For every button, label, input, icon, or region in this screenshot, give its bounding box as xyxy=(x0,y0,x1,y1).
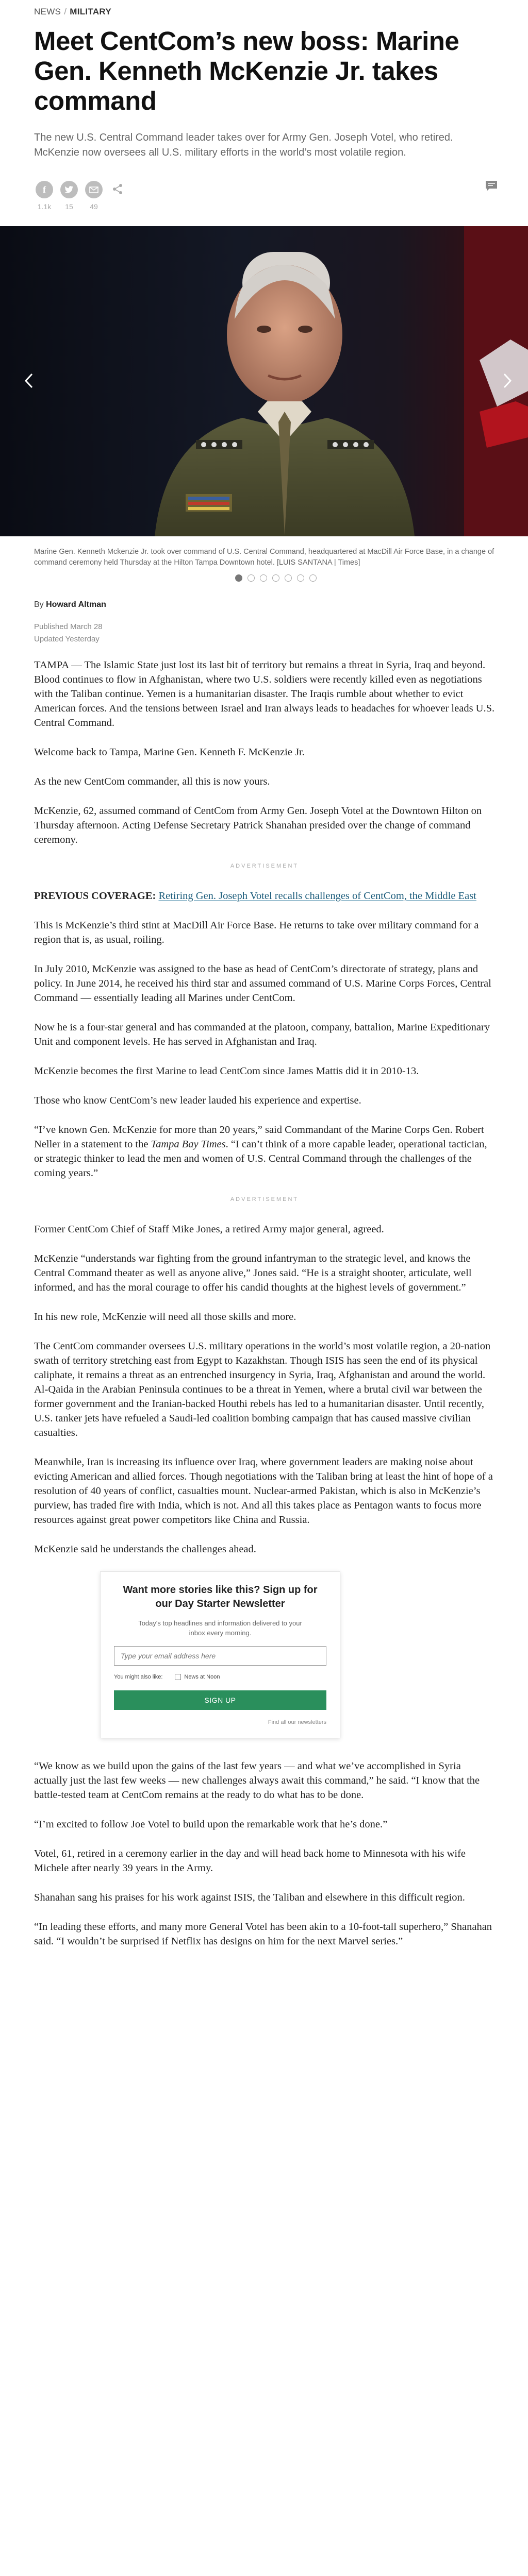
newsletter-email-input[interactable] xyxy=(114,1646,326,1666)
author-link[interactable]: Howard Altman xyxy=(46,600,106,609)
gallery-dot[interactable] xyxy=(260,574,267,582)
breadcrumb xyxy=(34,0,518,17)
all-newsletters-link[interactable]: Find all our newsletters xyxy=(268,1719,326,1725)
photo-caption: Marine Gen. Kenneth Mckenzie Jr. took over command of U.S. Central Command, headquartered at MacDill Air Force Base, in a change of command ceremony held Thursday at the Hilton Tampa Downtown hotel. [LUIS SANTANA | Times] xyxy=(34,548,494,567)
dek: The new U.S. Central Command leader takes over for Army Gen. Joseph Votel, who retired. McKenzie now oversees all U.S. military efforts in the world’s most volatile region. xyxy=(34,132,453,158)
gallery-dots xyxy=(34,574,518,586)
paragraph: “I’m excited to follow Joe Votel to build upon the remarkable work that he’s done.” xyxy=(34,1819,388,1830)
dates xyxy=(34,621,518,646)
facebook-icon: f xyxy=(36,181,53,198)
facebook-count: 1.1k xyxy=(37,202,52,211)
gallery-prev-button[interactable] xyxy=(19,365,39,396)
headline: Meet CentCom’s new boss: Marine Gen. Kenneth McKenzie Jr. takes command xyxy=(34,26,459,115)
paragraph: TAMPA — The Islamic State just lost its last bit of territory but remains a threat in Syria, Iraq and beyond. Blood continues to flow in Afghanistan, where two U.S. soldiers were recently killed even as negotiations with the Taliban continue. Yemen is a humanitarian disaster. The Iraqis rumble about whether to evict American forces. And the tensions between Israel and Iran always leads to headaches for whoever leads U.S. Central Command. xyxy=(34,659,495,728)
article-body xyxy=(34,658,495,1948)
breadcrumb-separator: / xyxy=(64,7,67,16)
paragraph: This is McKenzie’s third stint at MacDill Air Force Base. He returns to take over military command for a region that is, as usual, roiling. xyxy=(34,920,479,945)
updated-label: Updated xyxy=(34,635,63,643)
updated-date: Yesterday xyxy=(65,635,100,643)
paragraph: In July 2010, McKenzie was assigned to the base as head of CentCom’s directorate of strategy, plans and policy. In June 2014, he received his third star and assumed command of U.S. Marine Corps Forces, Central Command — essentially leading all Marines under CentCom. xyxy=(34,963,491,1004)
newsletter-title: Want more stories like this? Sign up for our Day Starter Newsletter xyxy=(123,1584,318,1609)
facebook-share-button[interactable] xyxy=(34,181,55,211)
paragraph: Those who know CentCom’s new leader lauded his experience and expertise. xyxy=(34,1095,361,1106)
news-at-noon-checkbox[interactable] xyxy=(175,1674,181,1680)
paragraph: As the new CentCom commander, all this is now yours. xyxy=(34,776,270,787)
paragraph: Shanahan sang his praises for his work against ISIS, the Taliban and elsewhere in this difficult region. xyxy=(34,1892,465,1903)
sign-up-button[interactable]: SIGN UP xyxy=(114,1690,326,1710)
quote-text: “I’ve known Gen. McKenzie for more than 20 years,” said Commandant of the Marine Corps Gen. Robert Neller in a statement to the xyxy=(34,1124,484,1150)
byline-prefix: By xyxy=(34,600,44,609)
paragraph: McKenzie “understands war fighting from the ground infantryman to the strategic level, and knows the Central Command theater as well as anyone alive,” Jones said. “He is a straight shooter, articulate, well informed, and has the moral courage to offer his candid thoughts at the highest levels of government.” xyxy=(34,1253,472,1293)
news-at-noon-label: News at Noon xyxy=(184,1674,220,1680)
email-icon xyxy=(85,181,103,198)
email-share-button[interactable] xyxy=(84,181,104,211)
paragraph: Welcome back to Tampa, Marine Gen. Kenneth F. McKenzie Jr. xyxy=(34,747,305,758)
publication-name: Tampa Bay Times xyxy=(151,1139,226,1150)
paragraph: Meanwhile, Iran is increasing its influence over Iraq, where government leaders are making noise about evicting American and allied forces. Though negotiations with the Taliban bring at least the hint of hope of a resolution of 40 years of conflict, casualties mount. Nuclear-armed Pakistan, which is also in McKenzie’s purview, has traded fire with India, which is not. And all this takes place as Pentagon wants to focus more resources against great power competitors like China and Russia. xyxy=(34,1456,493,1526)
general-portrait-photo xyxy=(0,226,528,536)
published-label: Published xyxy=(34,622,68,631)
gallery-dot[interactable] xyxy=(285,574,292,582)
gallery-dot[interactable] xyxy=(297,574,304,582)
paragraph: McKenzie becomes the first Marine to lead CentCom since James Mattis did it in 2010-13. xyxy=(34,1065,419,1077)
share-bar xyxy=(34,171,518,220)
share-icon xyxy=(111,183,124,195)
email-count: 49 xyxy=(90,202,98,211)
paragraph: The CentCom commander oversees U.S. military operations in the world’s most volatile region, a 20-nation swath of territory stretching east from Egypt to Kazakhstan. Though ISIS has seen the end of its physical caliphate, it remains a threat as an entrenched insurgency in Syria, Iraq, Afghanistan and around the world. Al-Qaida in the Arabian Peninsula continues to be a threat in Yemen, where a brutal civil war between the former government and the Iranian-backed Houthi rebels has led to a humanitarian disaster. Until recently, U.S. tanker jets have refueled a Saudi-led coalition bombing campaign that has caused massive civilian casualties. xyxy=(34,1341,491,1438)
twitter-count: 15 xyxy=(65,202,73,211)
gallery-dot[interactable] xyxy=(235,574,242,582)
gallery-dot[interactable] xyxy=(272,574,279,582)
newsletter-also-like xyxy=(114,1670,326,1684)
advertisement-label: ADVERTISEMENT xyxy=(230,1196,299,1202)
previous-coverage xyxy=(34,889,495,903)
newsletter-subtitle: Today's top headlines and information delivered to your inbox every morning. xyxy=(138,1619,302,1637)
breadcrumb-news-link[interactable]: NEWS xyxy=(34,7,61,16)
paragraph: Now he is a four-star general and has commanded at the platoon, company, battalion, Marine Expeditionary Unit and component levels. He has served in Afghanistan and Iraq. xyxy=(34,1022,490,1047)
paragraph xyxy=(34,1123,495,1180)
published-date: March 28 xyxy=(70,622,103,631)
breadcrumb-military-link[interactable]: MILITARY xyxy=(70,7,112,16)
paragraph: Votel, 61, retired in a ceremony earlier in the day and will head back home to Minnesota with his wife Michele after nearly 39 years in the Army. xyxy=(34,1848,466,1874)
comments-button[interactable] xyxy=(485,180,498,195)
twitter-icon xyxy=(60,181,78,198)
chevron-right-icon xyxy=(503,373,512,388)
photo-gallery[interactable] xyxy=(0,226,528,536)
paragraph: McKenzie said he understands the challenges ahead. xyxy=(34,1544,256,1555)
more-share-button[interactable] xyxy=(111,183,124,198)
paragraph: Former CentCom Chief of Staff Mike Jones, a retired Army major general, agreed. xyxy=(34,1224,384,1235)
twitter-share-button[interactable] xyxy=(59,181,79,211)
comment-icon xyxy=(485,180,498,192)
paragraph: “In leading these efforts, and many more General Votel has been akin to a 10-foot-tall superhero,” Shanahan said. “I wouldn’t be surprised if Netflix has designs on him for the next Marvel series.” xyxy=(34,1921,492,1947)
byline xyxy=(34,600,518,609)
previous-coverage-label: PREVIOUS COVERAGE: xyxy=(34,890,156,902)
gallery-next-button[interactable] xyxy=(497,365,518,396)
quote-text: . “I can’t think of a more capable leader, operational tactician, or strategic thinker to lead the men and women of U.S. Central Command through the challenges of the coming years.” xyxy=(34,1139,487,1179)
gallery-dot[interactable] xyxy=(248,574,255,582)
gallery-dot[interactable] xyxy=(309,574,317,582)
chevron-left-icon xyxy=(24,373,34,388)
paragraph: McKenzie, 62, assumed command of CentCom from Army Gen. Joseph Votel at the Downtown Hilton on Thursday afternoon. Acting Defense Secretary Patrick Shanahan presided over the change of command ceremony. xyxy=(34,805,482,845)
paragraph: In his new role, McKenzie will need all those skills and more. xyxy=(34,1311,296,1323)
advertisement-label: ADVERTISEMENT xyxy=(230,863,299,869)
also-like-label: You might also like: xyxy=(114,1674,163,1680)
previous-coverage-link[interactable]: Retiring Gen. Joseph Votel recalls challenges of CentCom, the Middle East xyxy=(158,890,476,902)
paragraph: “We know as we build upon the gains of the last few years — and what we’ve accomplished in Syria actually just the last few weeks — new challenges always await this command,” he said. “I know that the battle-tested team at CentCom remains at the ready to do what has to be done. xyxy=(34,1760,480,1801)
newsletter-signup xyxy=(100,1571,340,1738)
